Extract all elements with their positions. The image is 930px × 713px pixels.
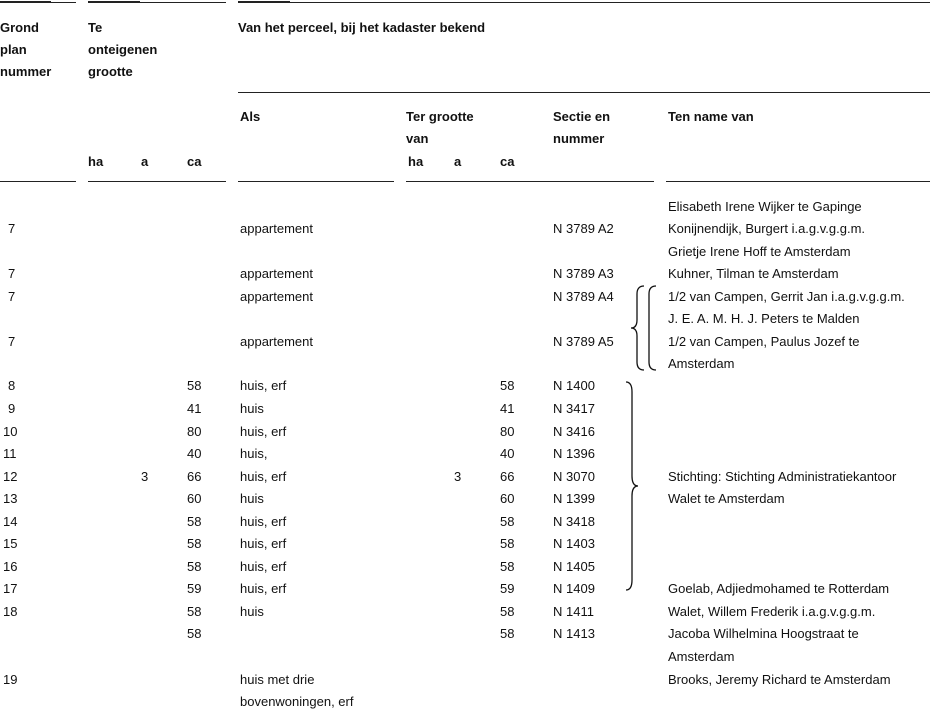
cell-als: huis bbox=[240, 401, 264, 416]
cell-sectie: N 1400 bbox=[553, 378, 595, 393]
cell-name: 1/2 van Campen, Gerrit Jan i.a.g.v.g.g.m. bbox=[668, 289, 905, 304]
cell-als: huis, erf bbox=[240, 581, 287, 596]
header-a: a bbox=[141, 154, 149, 169]
cell-ca: 59 bbox=[187, 581, 202, 596]
cell-als: huis met drie bbox=[240, 672, 315, 687]
cell-name: Konijnendijk, Burgert i.a.g.v.g.g.m. bbox=[668, 221, 866, 236]
cell-ter-ca: 66 bbox=[500, 469, 515, 484]
cell-grondplan-nr: 8 bbox=[8, 378, 16, 393]
cell-name: Goelab, Adjiedmohamed te Rotterdam bbox=[668, 581, 890, 596]
cell-als: huis, erf bbox=[240, 378, 287, 393]
subheader-rule bbox=[238, 92, 930, 93]
cell-als: huis bbox=[240, 604, 264, 619]
cell-als: huis, erf bbox=[240, 424, 287, 439]
cell-ca: 58 bbox=[187, 559, 202, 574]
top-rule-col1-line bbox=[0, 2, 76, 3]
cell-grondplan-nr: 17 bbox=[3, 581, 18, 596]
top-rule-col2-line bbox=[88, 2, 226, 3]
cell-ter-a: 3 bbox=[454, 469, 462, 484]
cell-sectie: N 3789 A3 bbox=[553, 266, 614, 281]
cell-name: J. E. A. M. H. J. Peters te Malden bbox=[668, 311, 860, 326]
header-bottom-rule-3 bbox=[238, 181, 394, 182]
cell-grondplan-nr: 7 bbox=[8, 334, 16, 349]
cell-als: bovenwoningen, erf bbox=[240, 694, 354, 709]
cell-grondplan-nr: 12 bbox=[3, 469, 18, 484]
cell-ca: 41 bbox=[187, 401, 202, 416]
header-ca: ca bbox=[187, 154, 202, 169]
header-bottom-rule-5 bbox=[666, 181, 930, 182]
cell-als: appartement bbox=[240, 334, 313, 349]
header-ter-a: a bbox=[454, 154, 462, 169]
cell-sectie: N 3789 A4 bbox=[553, 289, 614, 304]
cell-sectie: N 3418 bbox=[553, 514, 595, 529]
cell-ter-ca: 80 bbox=[500, 424, 515, 439]
cell-sectie: N 3417 bbox=[553, 401, 595, 416]
cell-sectie: N 1405 bbox=[553, 559, 595, 574]
cell-ter-ca: 60 bbox=[500, 491, 515, 506]
cell-name: Stichting: Stichting Administratiekantoor bbox=[668, 469, 897, 484]
header-ter-grootte-1: Ter grootte bbox=[406, 109, 474, 124]
header-bottom-rule-4 bbox=[406, 181, 654, 182]
cell-name: Amsterdam bbox=[668, 356, 735, 371]
cell-ter-ca: 58 bbox=[500, 626, 515, 641]
cell-ter-ca: 40 bbox=[500, 446, 515, 461]
top-rule-col3-line bbox=[238, 2, 930, 3]
header-sectie-1: Sectie en bbox=[553, 109, 611, 124]
cell-grondplan-nr: 9 bbox=[8, 401, 16, 416]
cell-grondplan-nr: 7 bbox=[8, 289, 16, 304]
header-sectie-2: nummer bbox=[553, 131, 605, 146]
cell-ca: 80 bbox=[187, 424, 202, 439]
cell-name: Walet, Willem Frederik i.a.g.v.g.g.m. bbox=[668, 604, 876, 619]
cell-als: huis, bbox=[240, 446, 268, 461]
cell-sectie: N 3789 A2 bbox=[553, 221, 614, 236]
header-ter-ca: ca bbox=[500, 154, 515, 169]
header-ten-name: Ten name van bbox=[668, 109, 754, 124]
header-ha: ha bbox=[88, 154, 104, 169]
cell-ca: 60 bbox=[187, 491, 202, 506]
header-te-onteigenen-2: onteigenen bbox=[88, 42, 158, 57]
cell-grondplan-nr: 10 bbox=[3, 424, 18, 439]
cell-grondplan-nr: 13 bbox=[3, 491, 18, 506]
header-te-onteigenen-3: grootte bbox=[88, 64, 133, 79]
cell-als: appartement bbox=[240, 289, 313, 304]
grouping-brace-appartement bbox=[628, 282, 662, 374]
cell-grondplan-nr: 19 bbox=[3, 672, 18, 687]
cell-ter-ca: 58 bbox=[500, 514, 515, 529]
cell-als: huis bbox=[240, 491, 264, 506]
cell-grondplan-nr: 14 bbox=[3, 514, 18, 529]
cell-name: Grietje Irene Hoff te Amsterdam bbox=[668, 244, 851, 259]
header-te-onteigenen-1: Te bbox=[88, 20, 103, 35]
cell-ca: 58 bbox=[187, 378, 202, 393]
cell-name: Walet te Amsterdam bbox=[668, 491, 785, 506]
cell-sectie: N 1399 bbox=[553, 491, 595, 506]
cell-als: appartement bbox=[240, 221, 313, 236]
cell-grondplan-nr: 7 bbox=[8, 221, 16, 236]
cell-grondplan-nr: 11 bbox=[3, 446, 17, 461]
cell-als: huis, erf bbox=[240, 536, 287, 551]
cell-grondplan-nr: 7 bbox=[8, 266, 16, 281]
header-grondplan-3: nummer bbox=[0, 64, 52, 79]
header-als: Als bbox=[240, 109, 261, 124]
header-grondplan-2: plan bbox=[0, 42, 27, 57]
cell-ter-ca: 59 bbox=[500, 581, 515, 596]
cell-als: appartement bbox=[240, 266, 313, 281]
cell-ca: 40 bbox=[187, 446, 202, 461]
cell-name: Brooks, Jeremy Richard te Amsterdam bbox=[668, 672, 891, 687]
cell-ter-ca: 58 bbox=[500, 536, 515, 551]
cell-ter-ca: 41 bbox=[500, 401, 515, 416]
header-ter-ha: ha bbox=[408, 154, 424, 169]
cell-sectie: N 3070 bbox=[553, 469, 595, 484]
cell-sectie: N 1403 bbox=[553, 536, 595, 551]
cell-sectie: N 1409 bbox=[553, 581, 595, 596]
cell-sectie: N 1396 bbox=[553, 446, 595, 461]
cell-ca: 66 bbox=[187, 469, 202, 484]
cell-ter-ca: 58 bbox=[500, 604, 515, 619]
cell-als: huis, erf bbox=[240, 469, 287, 484]
cell-als: huis, erf bbox=[240, 514, 287, 529]
cell-ter-ca: 58 bbox=[500, 378, 515, 393]
cell-name: Elisabeth Irene Wijker te Gapinge bbox=[668, 199, 862, 214]
header-bottom-rule-2 bbox=[88, 181, 226, 182]
cell-sectie: N 1411 bbox=[553, 604, 594, 619]
header-bottom-rule-1 bbox=[0, 181, 76, 182]
header-van-het-perceel: Van het perceel, bij het kadaster bekend bbox=[238, 20, 486, 35]
cell-ca: 58 bbox=[187, 514, 202, 529]
cell-sectie: N 3416 bbox=[553, 424, 595, 439]
header-ter-grootte-2: van bbox=[406, 131, 429, 146]
cell-grondplan-nr: 16 bbox=[3, 559, 18, 574]
cell-ca: 58 bbox=[187, 604, 202, 619]
cell-name: 1/2 van Campen, Paulus Jozef te bbox=[668, 334, 860, 349]
cell-name: Amsterdam bbox=[668, 649, 735, 664]
cell-sectie: N 3789 A5 bbox=[553, 334, 614, 349]
cell-sectie: N 1413 bbox=[553, 626, 595, 641]
header-grondplan-1: Grond bbox=[0, 20, 39, 35]
grouping-brace-stichting bbox=[622, 378, 646, 596]
cell-name: Kuhner, Tilman te Amsterdam bbox=[668, 266, 839, 281]
cell-name: Jacoba Wilhelmina Hoogstraat te bbox=[668, 626, 859, 641]
cell-grondplan-nr: 18 bbox=[3, 604, 18, 619]
cell-grondplan-nr: 15 bbox=[3, 536, 18, 551]
cell-ter-ca: 58 bbox=[500, 559, 515, 574]
cell-a: 3 bbox=[141, 469, 149, 484]
cell-als: huis, erf bbox=[240, 559, 287, 574]
cell-ca: 58 bbox=[187, 536, 202, 551]
cell-ca: 58 bbox=[187, 626, 202, 641]
